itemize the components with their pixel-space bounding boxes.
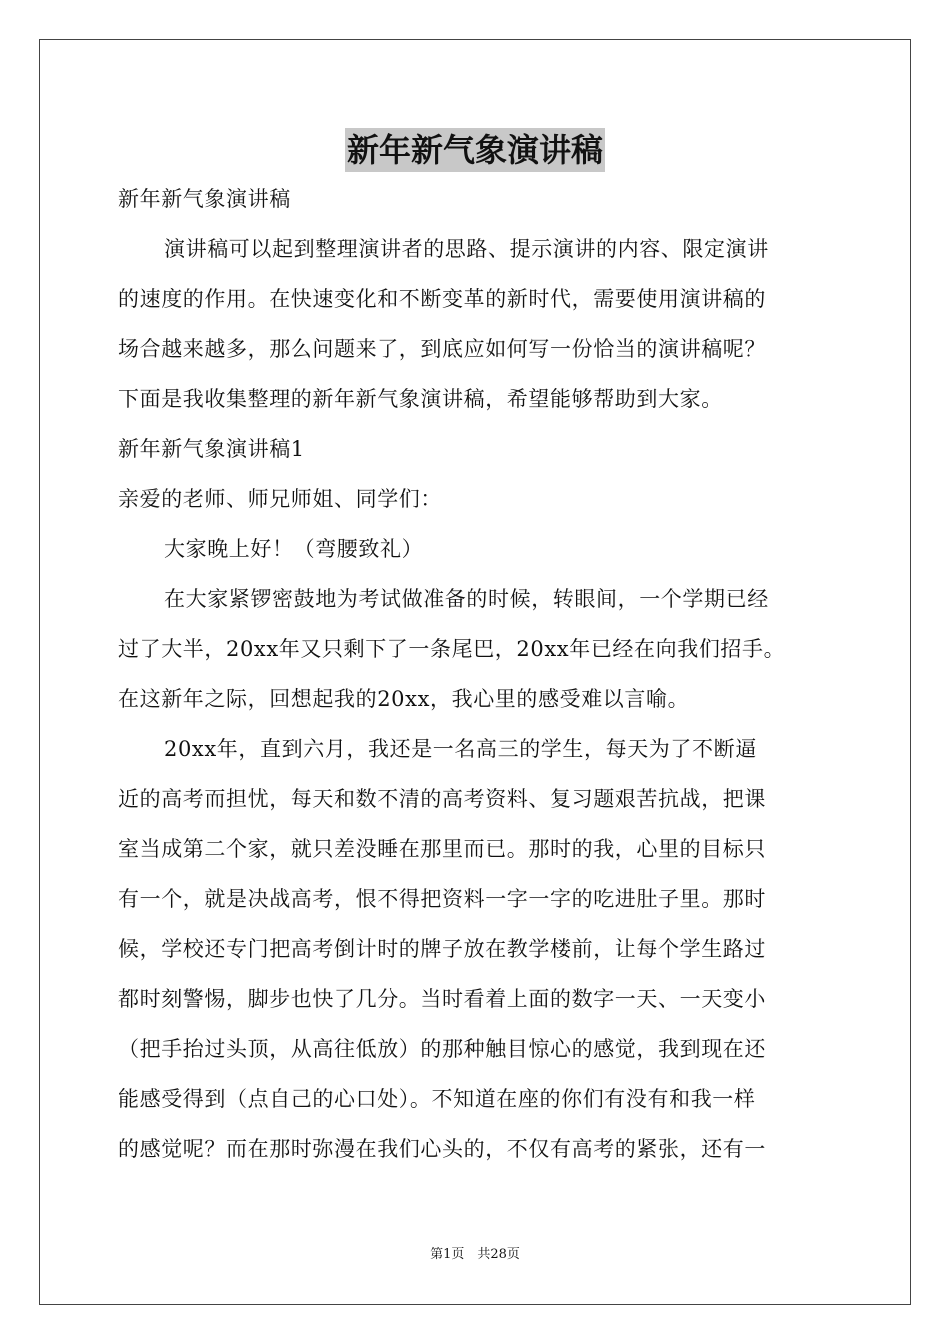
paragraph-line: 能感受得到（点自己的心口处）。不知道在座的你们有没有和我一样 bbox=[118, 1087, 756, 1111]
paragraph-line: （把手抬过头顶，从高往低放）的那种触目惊心的感觉，我到现在还 bbox=[118, 1037, 766, 1061]
paragraph-line: 过了大半，20xx年又只剩下了一条尾巴，20xx年已经在向我们招手。 bbox=[118, 637, 786, 661]
page-number-footer: 第1页 共28页 bbox=[430, 1247, 520, 1262]
paragraph-line: 场合越来越多，那么问题来了，到底应如何写一份恰当的演讲稿呢？ bbox=[118, 337, 766, 361]
paragraph-line: 的感觉呢？而在那时弥漫在我们心头的，不仅有高考的紧张，还有一 bbox=[118, 1137, 766, 1161]
subtitle-line: 新年新气象演讲稿 bbox=[118, 187, 291, 211]
page-border bbox=[39, 39, 911, 1305]
document-title: 新年新气象演讲稿 bbox=[345, 128, 605, 172]
paragraph-line: 在这新年之际，回想起我的20xx，我心里的感受难以言喻。 bbox=[118, 687, 690, 711]
paragraph-line: 下面是我收集整理的新年新气象演讲稿，希望能够帮助到大家。 bbox=[118, 387, 723, 411]
greeting-line: 大家晚上好！（弯腰致礼） bbox=[164, 537, 424, 561]
salutation-line: 亲爱的老师、师兄师姐、同学们： bbox=[118, 487, 442, 511]
paragraph-line: 候，学校还专门把高考倒计时的牌子放在教学楼前，让每个学生路过 bbox=[118, 937, 766, 961]
section-heading: 新年新气象演讲稿1 bbox=[118, 437, 305, 461]
paragraph-line: 室当成第二个家，就只差没睡在那里而已。那时的我，心里的目标只 bbox=[118, 837, 766, 861]
paragraph-line: 都时刻警惕，脚步也快了几分。当时看着上面的数字一天、一天变小 bbox=[118, 987, 766, 1011]
paragraph-line: 在大家紧锣密鼓地为考试做准备的时候，转眼间，一个学期已经 bbox=[164, 587, 769, 611]
paragraph-line: 演讲稿可以起到整理演讲者的思路、提示演讲的内容、限定演讲 bbox=[164, 237, 769, 261]
paragraph-line: 有一个，就是决战高考，恨不得把资料一字一字的吃进肚子里。那时 bbox=[118, 887, 766, 911]
paragraph-line: 的速度的作用。在快速变化和不断变革的新时代，需要使用演讲稿的 bbox=[118, 287, 766, 311]
title-container bbox=[0, 128, 950, 172]
paragraph-line: 近的高考而担忧，每天和数不清的高考资料、复习题艰苦抗战，把课 bbox=[118, 787, 766, 811]
paragraph-line: 20xx年，直到六月，我还是一名高三的学生，每天为了不断逼 bbox=[164, 737, 757, 761]
